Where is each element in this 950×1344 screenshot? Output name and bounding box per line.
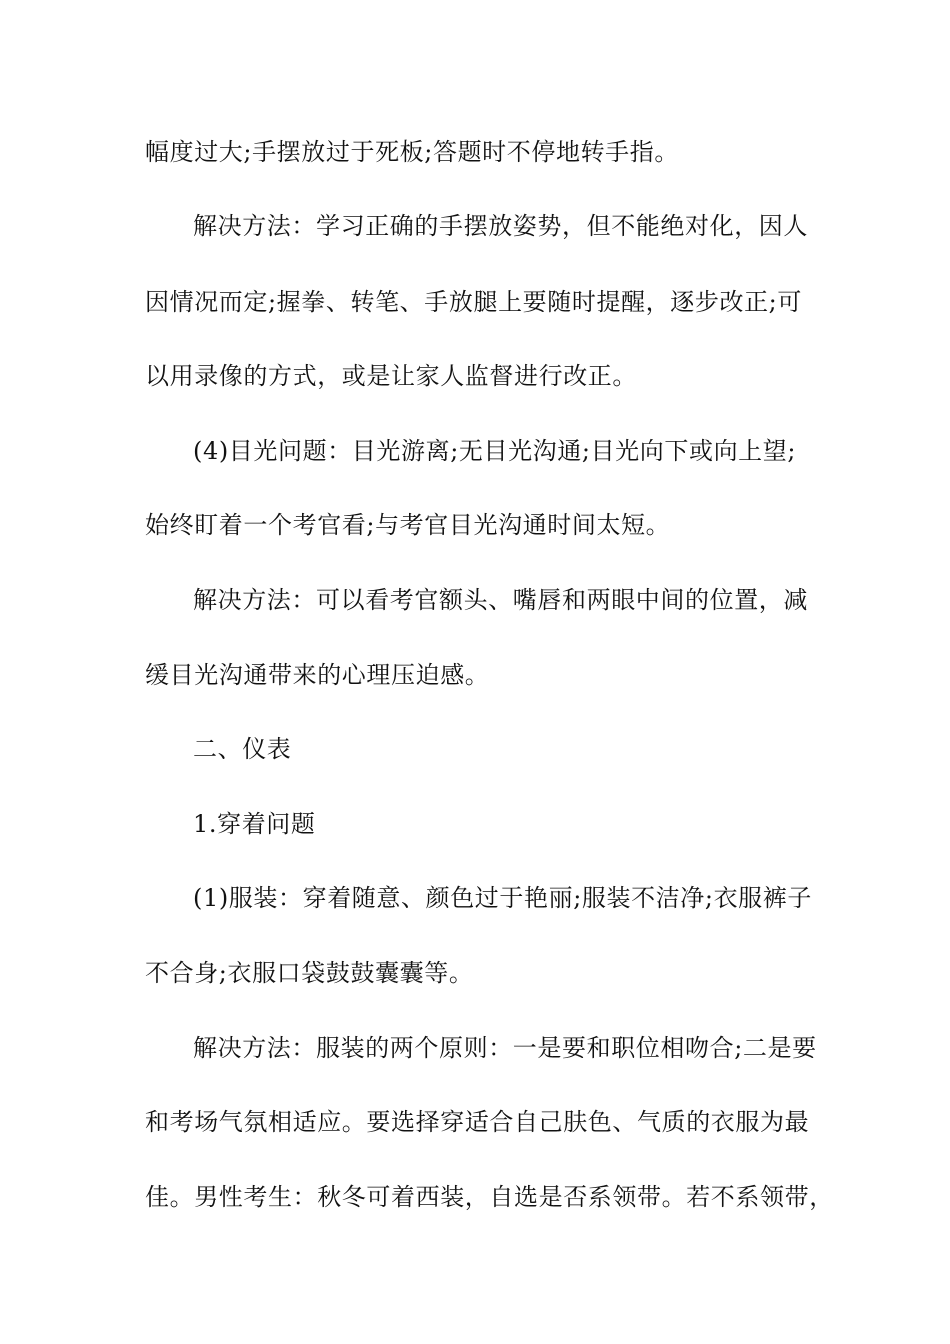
text-line: 不合身;衣服口袋鼓鼓囊囊等。	[145, 959, 474, 987]
text-line: 和考场气氛相适应。要选择穿适合自己肤色、气质的衣服为最	[145, 1108, 810, 1136]
paragraph-first-line: 解决方法：学习正确的手摆放姿势，但不能绝对化，因人	[193, 212, 808, 240]
text-line: 始终盯着一个考官看;与考官目光沟通时间太短。	[145, 511, 671, 539]
text-line: 以用录像的方式，或是让家人监督进行改正。	[145, 362, 637, 390]
text-line: 因情况而定;握拳、转笔、手放腿上要随时提醒，逐步改正;可	[145, 288, 802, 316]
text-line: 幅度过大;手摆放过于死板;答题时不停地转手指。	[145, 138, 679, 166]
subsection-heading: 1.穿着问题	[193, 810, 316, 838]
paragraph-first-line: (1)服装：穿着随意、颜色过于艳丽;服装不洁净;衣服裤子	[193, 884, 812, 912]
text-line: 佳。男性考生：秋冬可着西装，自选是否系领带。若不系领带，	[145, 1183, 834, 1211]
paragraph-first-line: 解决方法：服装的两个原则：一是要和职位相吻合;二是要	[193, 1034, 817, 1062]
text-line: 缓目光沟通带来的心理压迫感。	[145, 661, 490, 689]
paragraph-first-line: 解决方法：可以看考官额头、嘴唇和两眼中间的位置，减	[193, 586, 808, 614]
paragraph-first-line: (4)目光问题：目光游离;无目光沟通;目光向下或向上望;	[193, 437, 797, 465]
section-heading: 二、仪表	[193, 735, 292, 763]
